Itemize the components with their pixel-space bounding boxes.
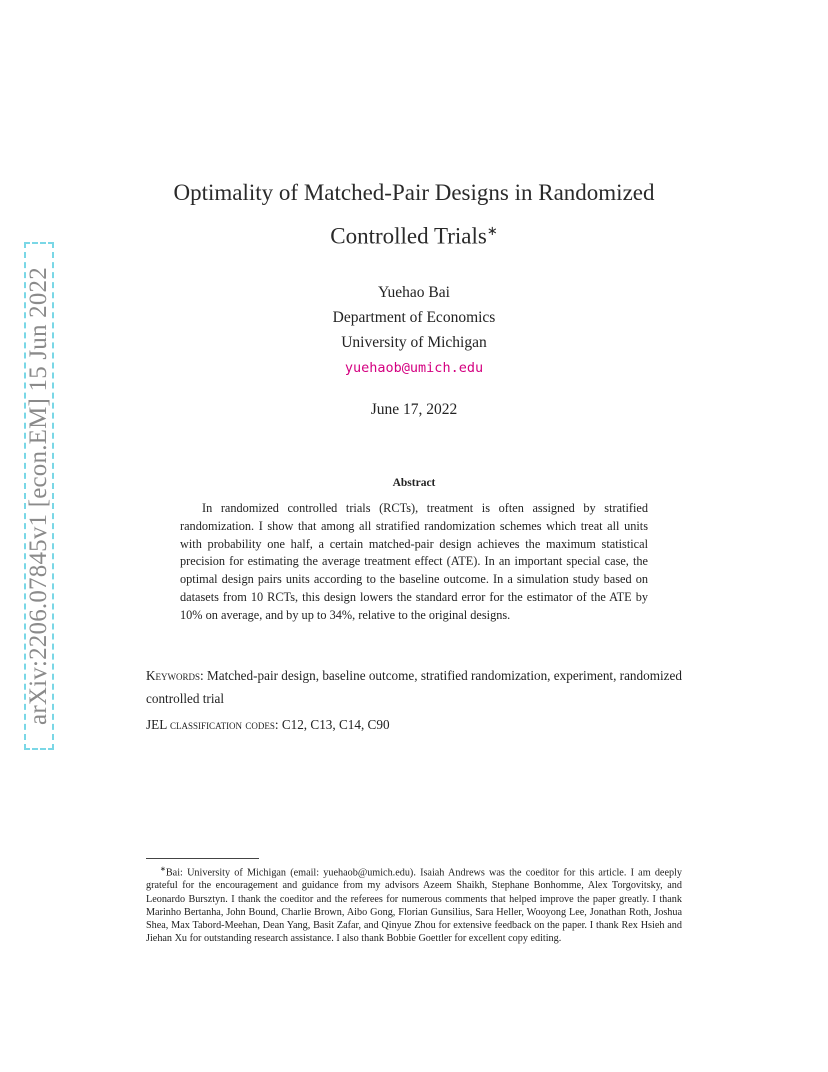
abstract-body: In randomized controlled trials (RCTs), treatment is often assigned by stratified randomization. I show that among all stratified randomization schemes which treat all units with probability one half, a certain matched-pair design achieves the maximum statistical precision for estimating the average treatment effect (ATE). In an important special case, the optimal design pairs units according to the baseline outcome. In a simulation study based on datasets from 10 RCTs, this design lowers the standard error for the estimator of the ATE by 10% on average, and by up to 34%, relative to the original designs. xyxy=(180,501,648,622)
paper-date: June 17, 2022 xyxy=(370,401,458,418)
author-department: Department of Economics xyxy=(332,309,496,326)
footnote-text: Bai: University of Michigan (email: yuehaob@umich.edu). Isaiah Andrews was the coeditor for this article. I am deeply grateful for the encouragement and guidance from my advisors Azeem Shaikh, Stephane Bonhomme, Alex Torgovitsky, and Leonardo Bursztyn. I thank the coeditor and the referees for numerous comments that helped improve the paper greatly. I thank Marinho Bertanha, John Bound, Charlie Brown, Aibo Gong, Florian Gunsilius, Sara Heller, Wooyong Lee, Jonathan Roth, Joshua Shea, Max Tabord-Meehan, Dean Yang, Basit Zafar, and Qinyue Zhou for extensive feedback on the paper. I thank Rex Hsieh and Jiehan Xu for outstanding research assistance. I also thank Bobbie Goettler for excellent copy editing. xyxy=(146,867,682,944)
paper-title-line-2 xyxy=(0,223,828,250)
author-email-link[interactable]: yuehaob@umich.edu xyxy=(344,360,484,376)
footnote-mark: ∗ xyxy=(160,865,166,873)
jel-codes-paragraph xyxy=(146,717,682,733)
jel-codes: C12, C13, C14, C90 xyxy=(281,717,390,732)
paper-title-line-2-text: Controlled Trials xyxy=(330,223,487,249)
footnote-divider xyxy=(146,858,259,859)
footnote xyxy=(146,863,682,945)
jel-label: JEL classification codes: xyxy=(146,717,279,732)
keywords-label: Keywords: xyxy=(146,668,204,683)
author-name: Yuehao Bai xyxy=(378,284,450,301)
arxiv-identifier[interactable]: arXiv:2206.07845v1 [econ.EM] 15 Jun 2022 xyxy=(25,267,52,725)
paper-title-line-1: Optimality of Matched-Pair Designs in Randomized xyxy=(173,180,655,205)
keywords-paragraph xyxy=(146,664,682,710)
abstract-heading: Abstract xyxy=(392,477,436,489)
author-university: University of Michigan xyxy=(341,334,487,351)
title-footnote-mark[interactable]: ∗ xyxy=(486,223,498,238)
keywords-text: Matched-pair design, baseline outcome, stratified randomization, experiment, randomized controlled trial xyxy=(146,668,682,706)
